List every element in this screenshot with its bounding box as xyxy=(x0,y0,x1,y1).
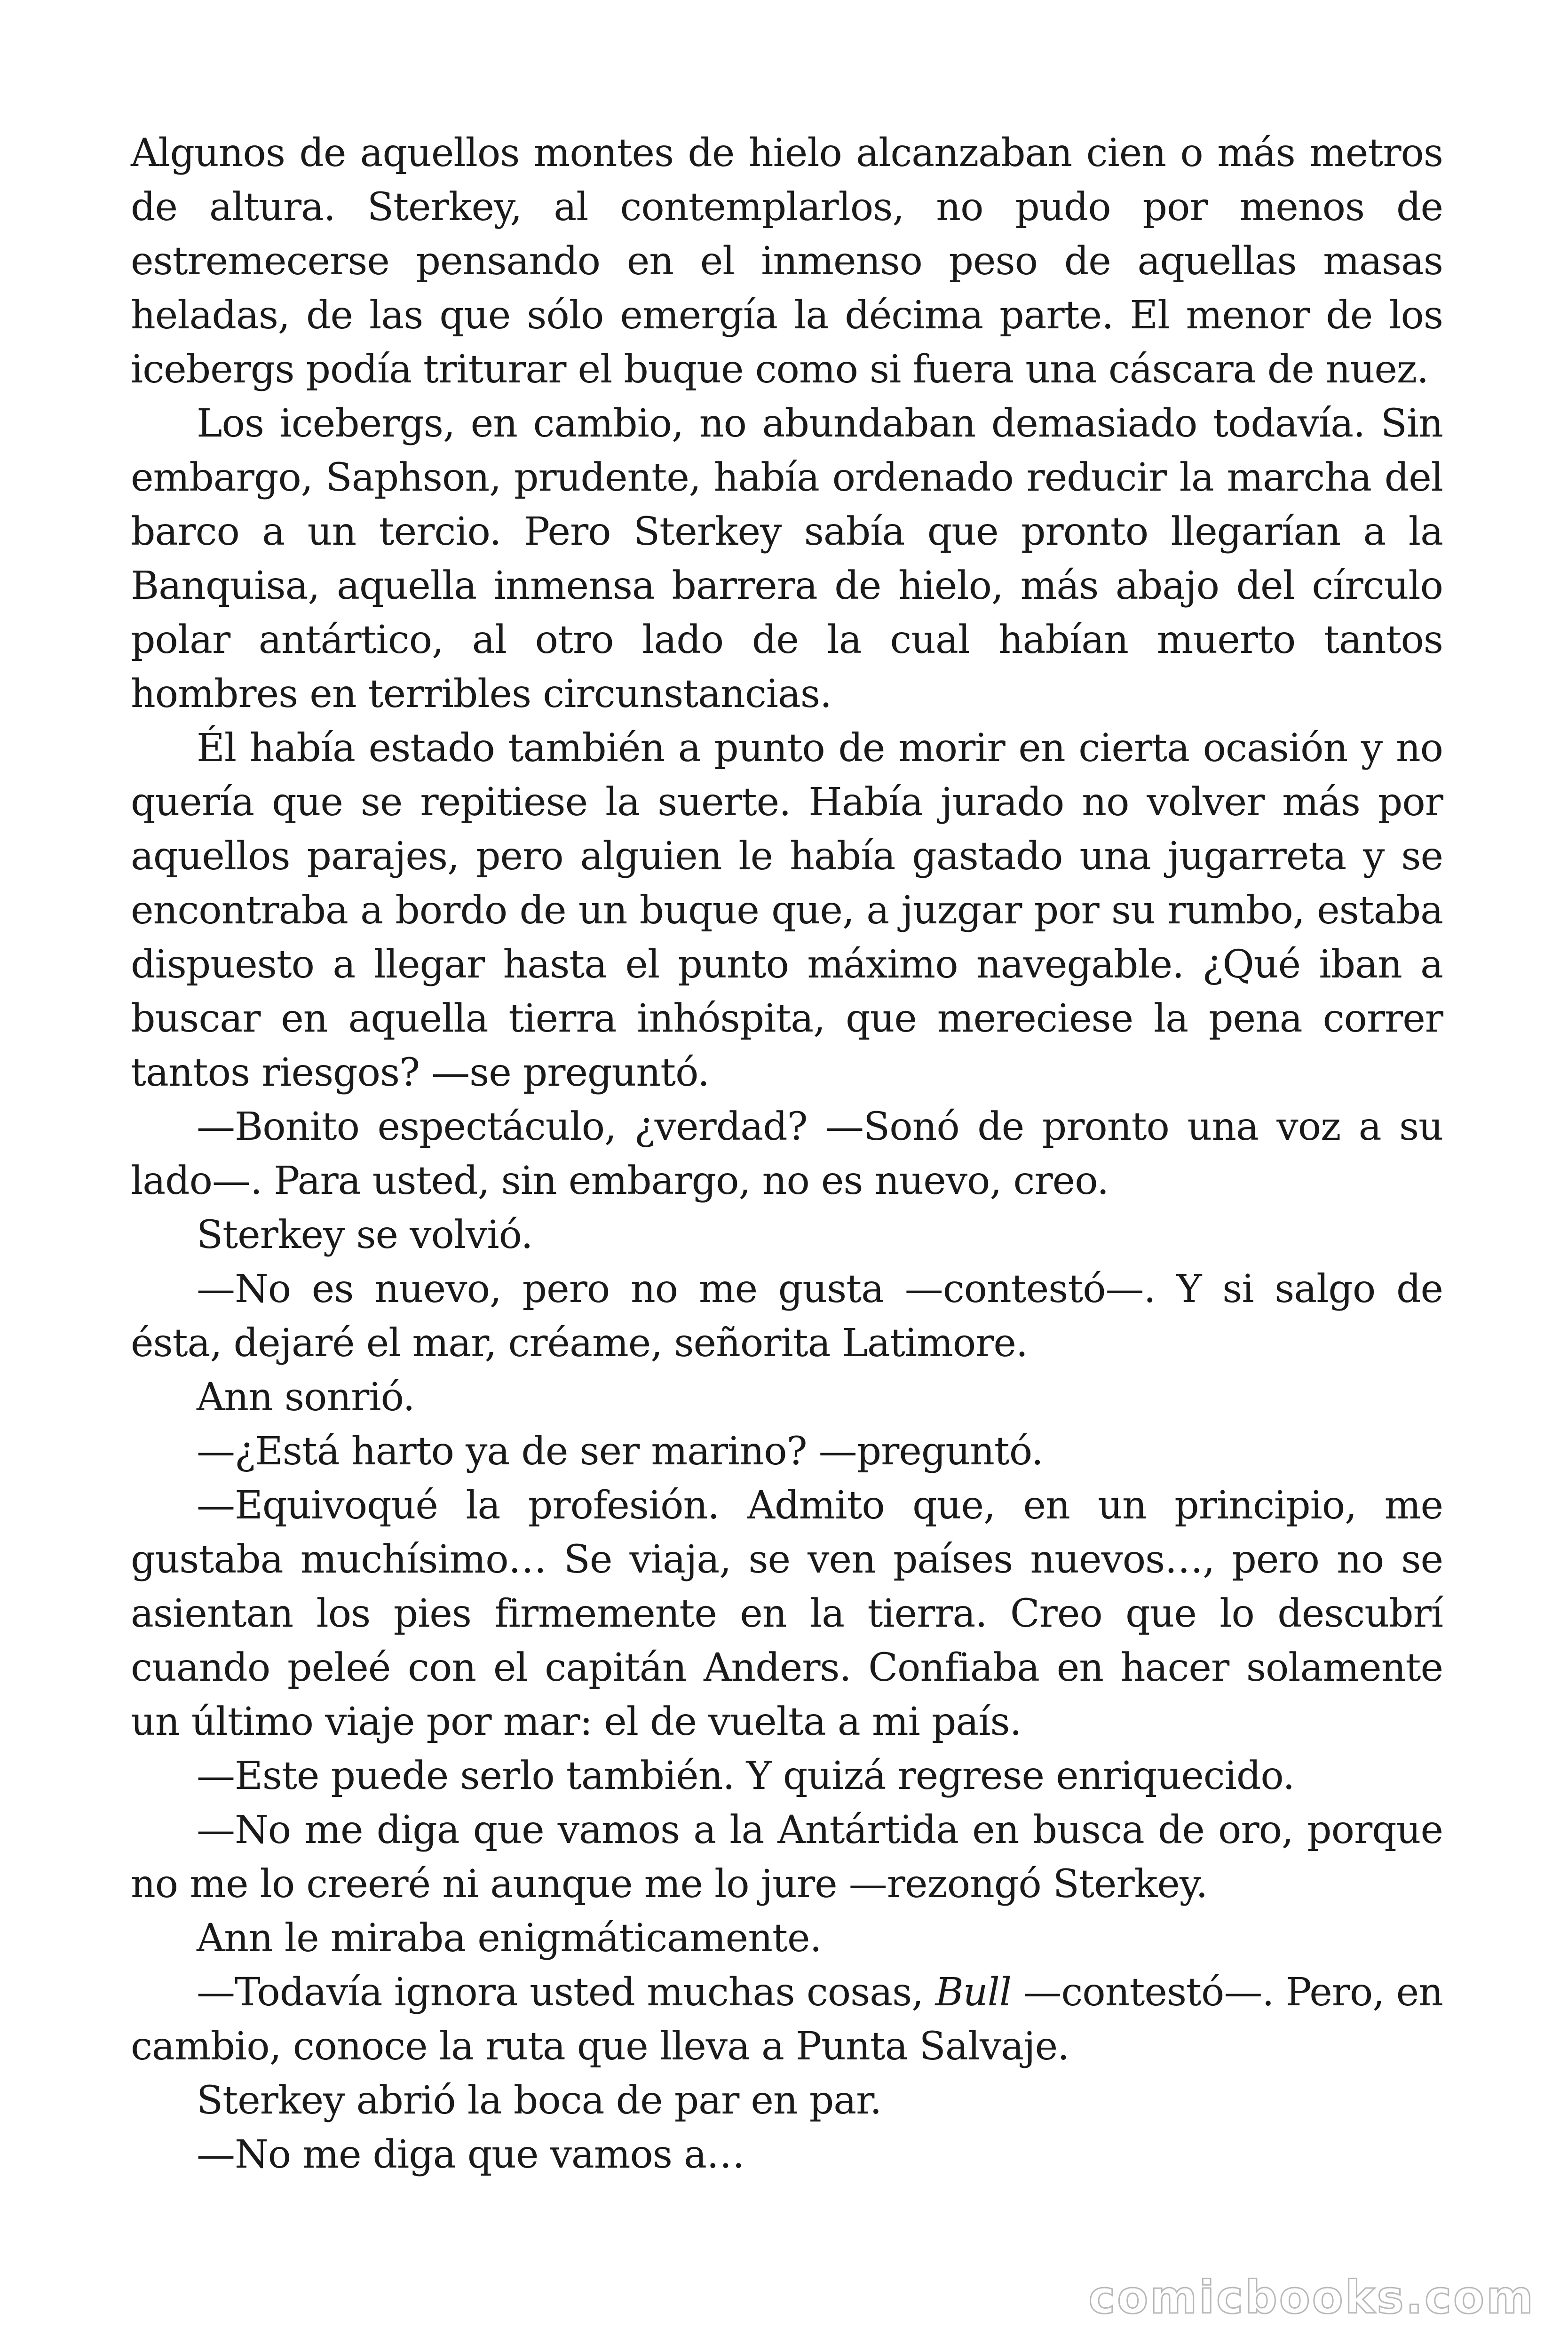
watermark: comicbooks.com xyxy=(1088,2271,1535,2324)
paragraph: Sterkey se volvió. xyxy=(197,1213,533,1257)
paragraph: —Equivoqué la profesión. Admito que, en un principio, me gustaba muchísimo… Se viaja, se ven países nuevos…, pero no se asientan los pies firmemente en la tierra. Creo que lo descubrí cuando peleé con el capitán Anders. Confiaba en hacer solamente un último viaje por mar: el de vuelta a mi país. xyxy=(131,1483,1443,1744)
text-run: —Todavía ignora usted muchas cosas, xyxy=(197,1970,935,2015)
paragraph: Ann sonrió. xyxy=(197,1375,415,1420)
paragraph: —Este puede serlo también. Y quizá regrese enriquecido. xyxy=(197,1754,1295,1798)
paragraph: —No me diga que vamos a la Antártida en busca de oro, porque no me lo creeré ni aunque me lo jure —rezongó Sterkey. xyxy=(131,1808,1443,1907)
paragraph: Sterkey abrió la boca de par en par. xyxy=(197,2078,882,2123)
paragraph: Ann le miraba enigmáticamente. xyxy=(197,1916,822,1961)
paragraph: Algunos de aquellos montes de hielo alcanzaban cien o más metros de altura. Sterkey, al contemplarlos, no pudo por menos de estremecerse pensando en el inmenso peso de aquellas masas heladas, de las que sólo emergía la décima parte. El menor de los icebergs podía triturar el buque como si fuera una cáscara de nuez. xyxy=(131,131,1443,392)
body-text xyxy=(131,126,1443,2182)
paragraph: —No me diga que vamos a… xyxy=(197,2132,744,2177)
paragraph: —Bonito espectáculo, ¿verdad? —Sonó de pronto una voz a su lado—. Para usted, sin embargo, no es nuevo, creo. xyxy=(131,1104,1443,1203)
paragraph: —¿Está harto ya de ser marino? —preguntó. xyxy=(197,1429,1043,1474)
paragraph: Los icebergs, en cambio, no abundaban demasiado todavía. Sin embargo, Saphson, prudente, había ordenado reducir la marcha del barco a un tercio. Pero Sterkey sabía que pronto llegarían a la Banquisa, aquella inmensa barrera de hielo, más abajo del círculo polar antártico, al otro lado de la cual habían muerto tantos hombres en terribles circunstancias. xyxy=(131,401,1443,716)
paragraph: —No es nuevo, pero no me gusta —contestó—. Y si salgo de ésta, dejaré el mar, créame, señorita Latimore. xyxy=(131,1267,1443,1366)
paragraph-with-italic xyxy=(131,1965,1443,2074)
italic-name: Bull xyxy=(935,1970,1012,2015)
text-run: —contestó—. Pero, en cambio, conoce la ruta que lleva a Punta Salvaje. xyxy=(131,1970,1443,2069)
paragraph: Él había estado también a punto de morir en cierta ocasión y no quería que se repitiese la suerte. Había jurado no volver más por aquellos parajes, pero alguien le había gastado una jugarreta y se encontraba a bordo de un buque que, a juzgar por su rumbo, estaba dispuesto a llegar hasta el punto máximo navegable. ¿Qué iban a buscar en aquella tierra inhóspita, que mereciese la pena correr tantos riesgos? —se preguntó. xyxy=(131,726,1443,1095)
